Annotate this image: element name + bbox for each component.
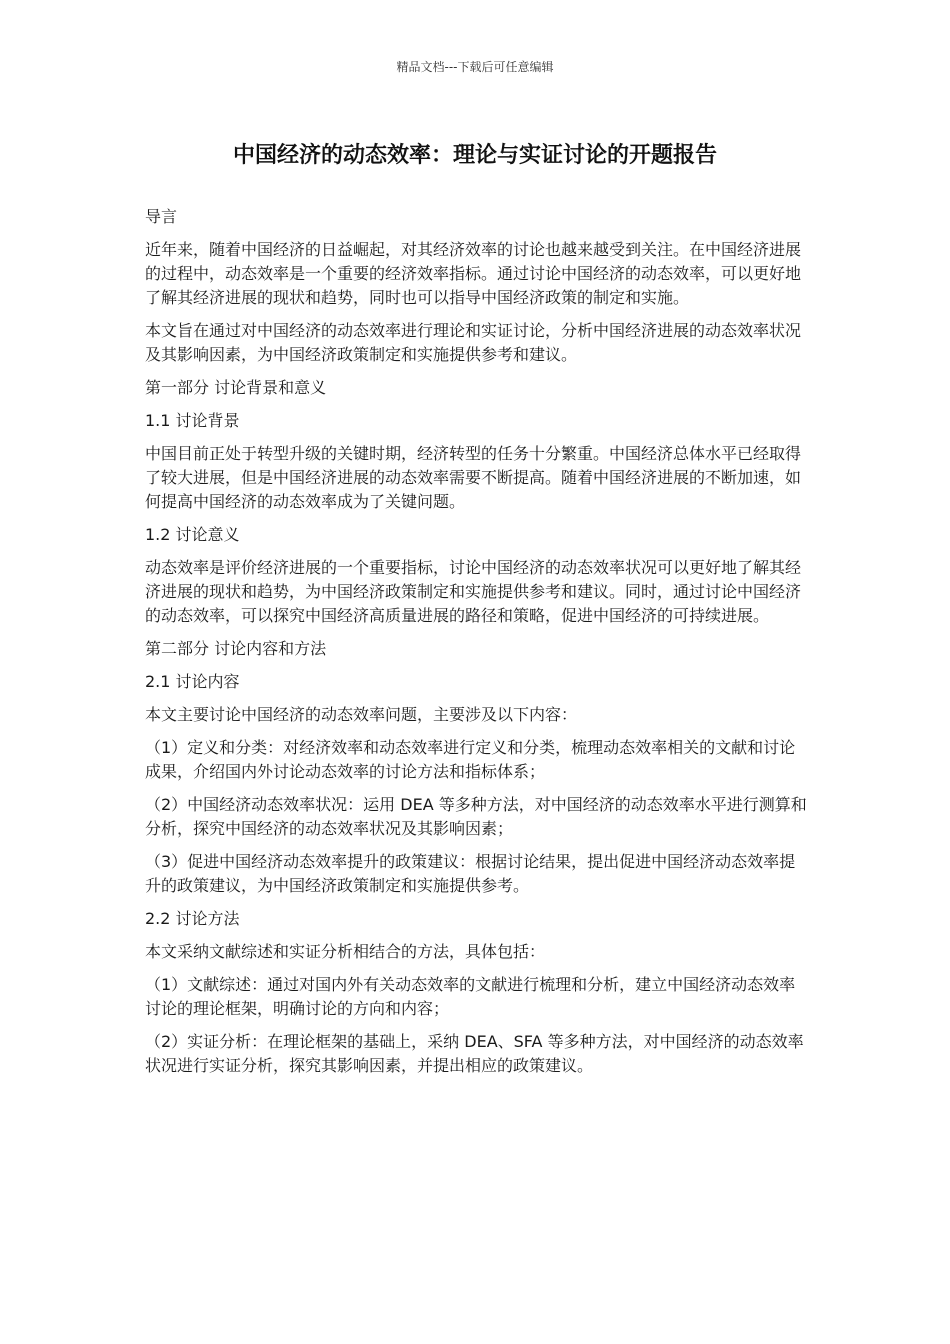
paragraph: 动态效率是评价经济进展的一个重要指标，讨论中国经济的动态效率状况可以更好地了解其经济进展的现状和趋势，为中国经济政策制定和实施提供参考和建议。同时，通过讨论中国经济的动态效率，可以探究中国经济高质量进展的路径和策略，促进中国经济的可持续进展。 (145, 558, 802, 625)
list-item: （3）促进中国经济动态效率提升的政策建议：根据讨论结果，提出促进中国经济动态效率提升的政策建议，为中国经济政策制定和实施提供参考。 (145, 852, 796, 895)
page-header: 精品文档---下载后可任意编辑 (396, 60, 554, 74)
list-item: （1）定义和分类：对经济效率和动态效率进行定义和分类，梳理动态效率相关的文献和讨论成果，介绍国内外讨论动态效率的讨论方法和指标体系； (145, 738, 796, 781)
paragraph: 本文旨在通过对中国经济的动态效率进行理论和实证讨论，分析中国经济进展的动态效率状况及其影响因素，为中国经济政策制定和实施提供参考和建议。 (145, 321, 802, 364)
list-item: （2）中国经济动态效率状况：运用 DEA 等多种方法，对中国经济的动态效率水平进行测算和分析，探究中国经济的动态效率状况及其影响因素； (145, 795, 807, 838)
subsection-heading-2-2: 2.2 讨论方法 (145, 909, 240, 928)
list-item: （1）文献综述：通过对国内外有关动态效率的文献进行梳理和分析，建立中国经济动态效率讨论的理论框架，明确讨论的方向和内容； (145, 975, 796, 1018)
paragraph: 中国目前正处于转型升级的关键时期，经济转型的任务十分繁重。中国经济总体水平已经取得了较大进展，但是中国经济进展的动态效率需要不断提高。随着中国经济进展的不断加速，如何提高中国经济的动态效率成为了关键问题。 (145, 444, 802, 511)
section-heading-intro: 导言 (145, 207, 178, 226)
subsection-heading-2-1: 2.1 讨论内容 (145, 672, 240, 691)
paragraph: 近年来，随着中国经济的日益崛起，对其经济效率的讨论也越来越受到关注。在中国经济进展的过程中，动态效率是一个重要的经济效率指标。通过讨论中国经济的动态效率，可以更好地了解其经济进展的现状和趋势，同时也可以指导中国经济政策的制定和实施。 (145, 240, 802, 307)
document-title: 中国经济的动态效率：理论与实证讨论的开题报告 (232, 143, 717, 168)
subsection-heading-1-1: 1.1 讨论背景 (145, 411, 240, 430)
subsection-heading-1-2: 1.2 讨论意义 (145, 525, 240, 544)
section-heading-part-2: 第二部分 讨论内容和方法 (145, 639, 327, 658)
paragraph: 本文采纳文献综述和实证分析相结合的方法，具体包括： (145, 942, 546, 961)
paragraph: 本文主要讨论中国经济的动态效率问题，主要涉及以下内容： (145, 705, 578, 724)
document-body (145, 205, 807, 1087)
section-heading-part-1: 第一部分 讨论背景和意义 (145, 378, 327, 397)
list-item: （2）实证分析：在理论框架的基础上，采纳 DEA、SFA 等多种方法，对中国经济的动态效率状况进行实证分析，探究其影响因素，并提出相应的政策建议。 (145, 1032, 804, 1075)
